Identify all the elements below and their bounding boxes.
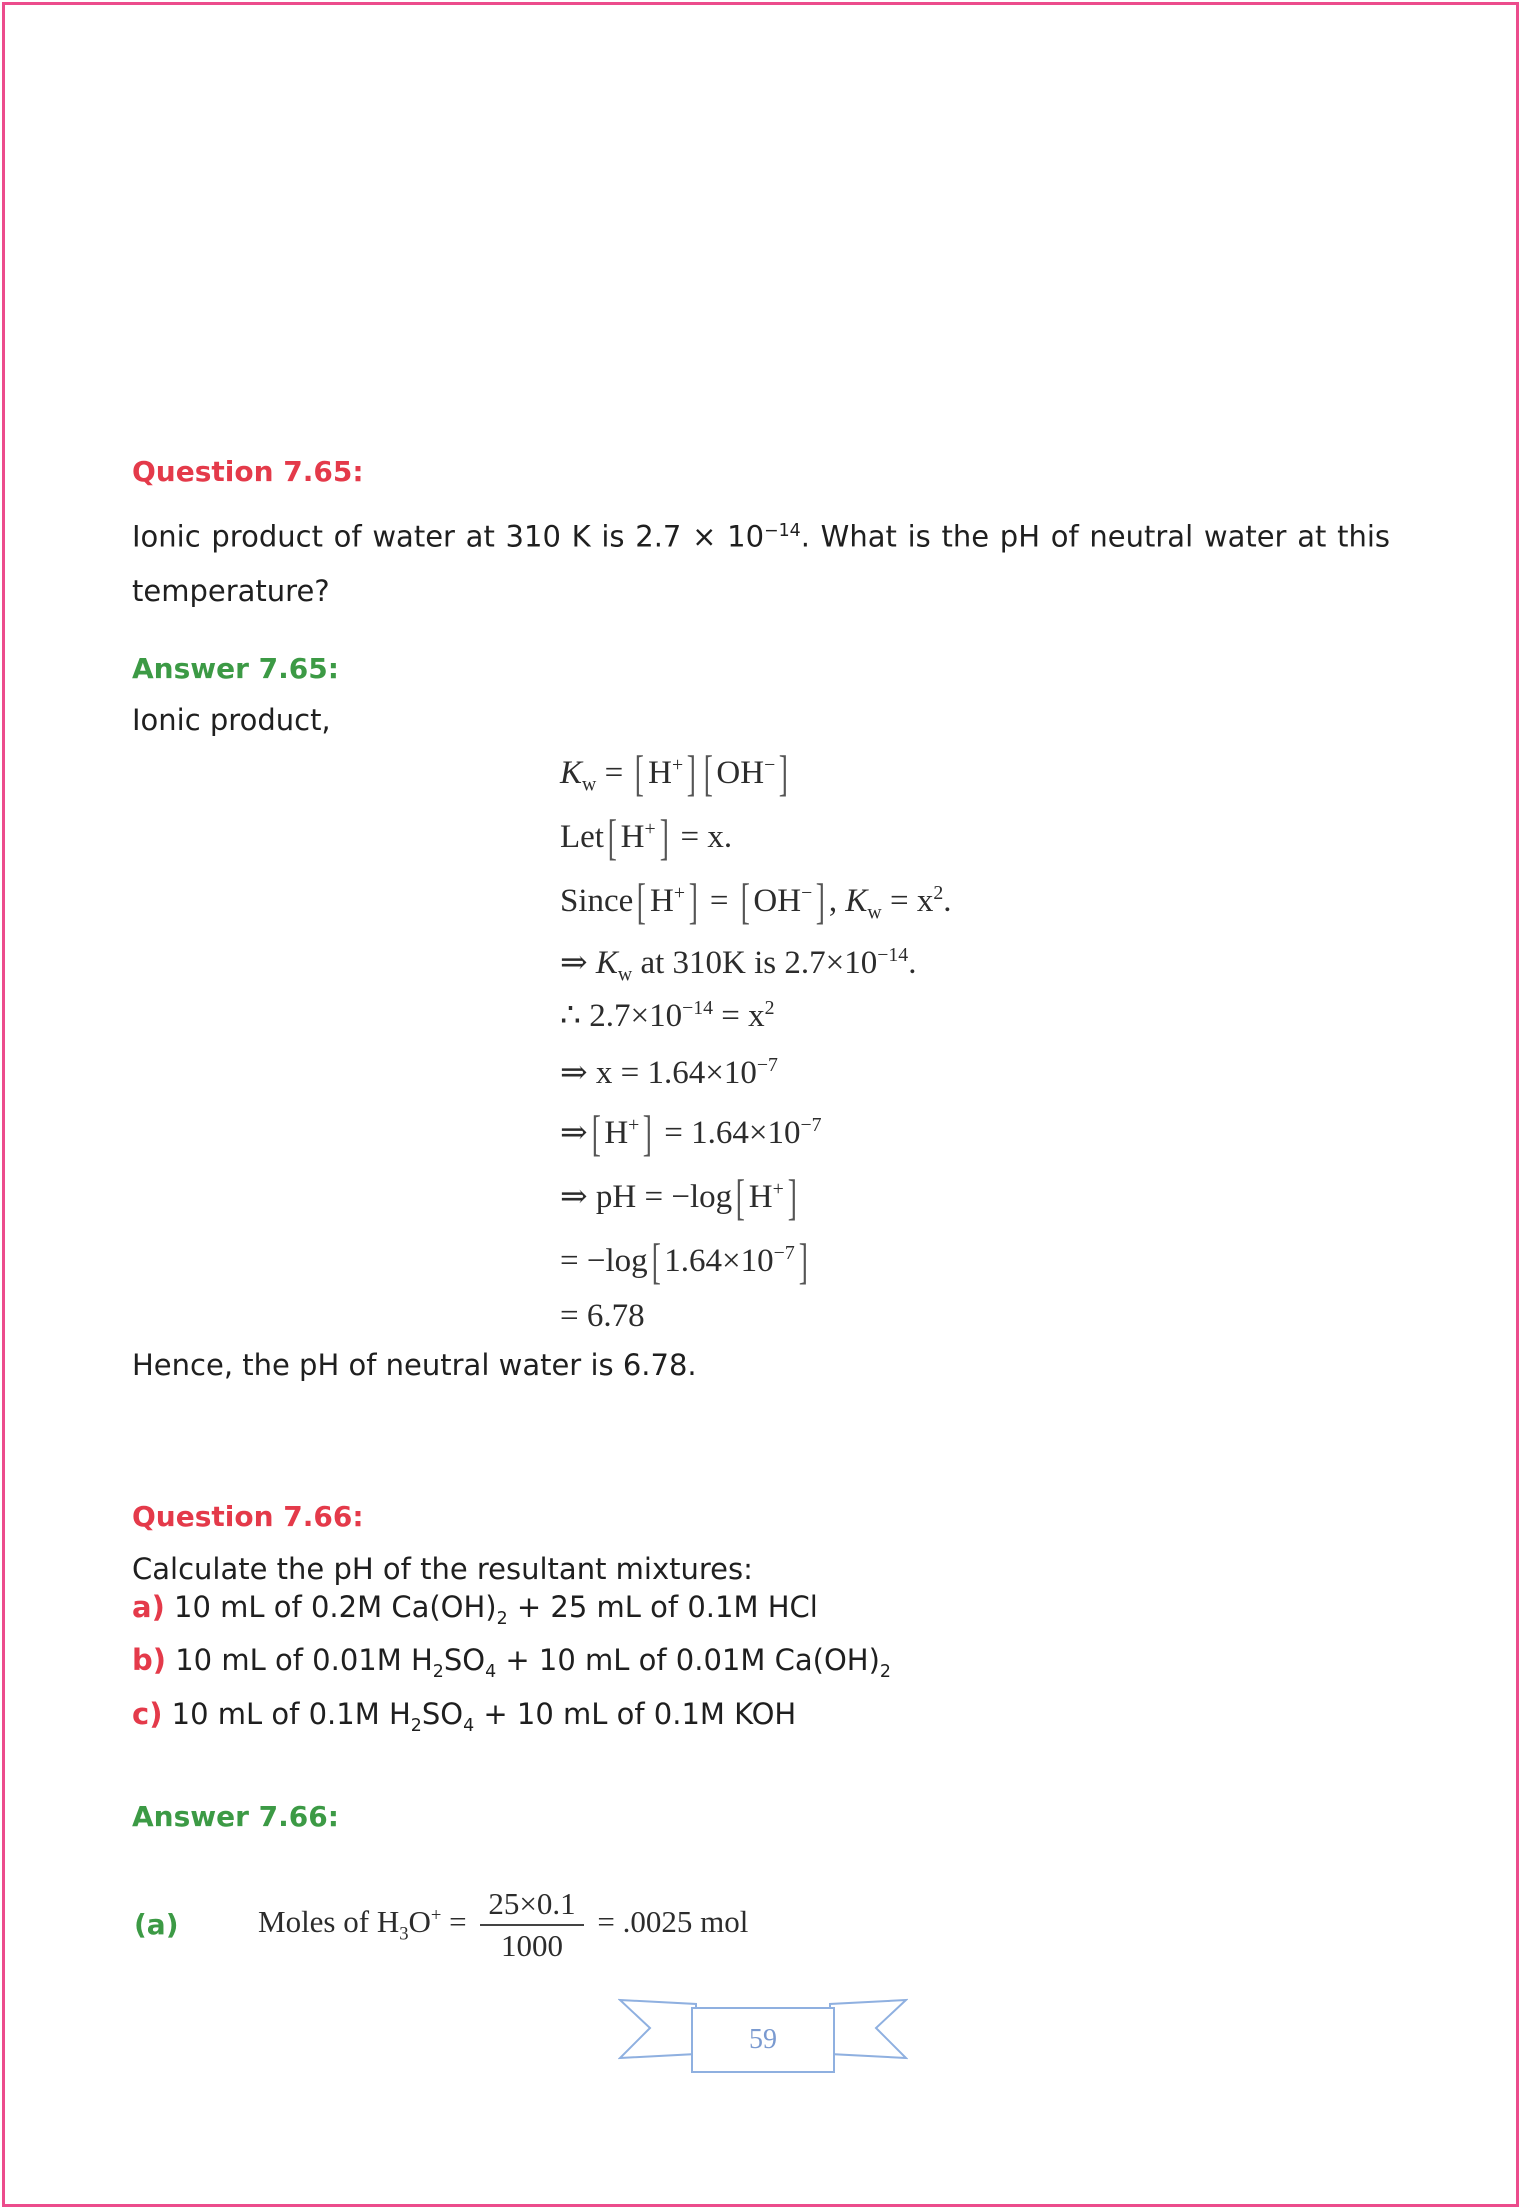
math-sup: + bbox=[673, 882, 685, 904]
math-text: H bbox=[648, 755, 672, 791]
math-text: ⇒ pH = −log bbox=[560, 1179, 733, 1215]
math-text: = bbox=[596, 755, 632, 791]
math-text: Since bbox=[560, 883, 634, 919]
item-sub: 2 bbox=[496, 1608, 508, 1629]
math-text: = x bbox=[881, 883, 934, 919]
item-sub: 2 bbox=[432, 1661, 444, 1682]
fraction-numerator: 25×0.1 bbox=[480, 1886, 583, 1926]
math-line-3: Since[ H+] = [ OH−] , $K_w = x^2$. bbox=[560, 873, 952, 929]
math-text: OH bbox=[716, 755, 765, 791]
item-text: SO bbox=[443, 1643, 486, 1677]
math-line-1: $K_w$ = [ H+] [ OH−] bbox=[560, 745, 789, 801]
math-line-2: Let[ H+] = x. bbox=[560, 809, 733, 865]
math-line-9: = −log[ $1.64\times 10^{-7}$] bbox=[560, 1233, 808, 1289]
item-sub: 4 bbox=[463, 1715, 475, 1736]
item-text: 10 mL of 0.01M H bbox=[166, 1643, 433, 1677]
math-sub: 3 bbox=[399, 1923, 409, 1945]
answer-7-66-heading: Answer 7.66: bbox=[132, 1800, 339, 1833]
fraction-denominator: 1000 bbox=[501, 1928, 563, 1963]
q65-exponent: −14 bbox=[764, 521, 801, 541]
math-sub: w bbox=[617, 963, 633, 986]
q65-text-part1: Ionic product of water at 310 K is 2.7 × 10 bbox=[132, 519, 765, 554]
question-7-66-intro: Calculate the pH of the resultant mixtures: bbox=[132, 1552, 753, 1586]
answer-7-65-conclusion: Hence, the pH of neutral water is 6.78. bbox=[132, 1348, 697, 1382]
math-text: = x. bbox=[672, 819, 733, 855]
math-text: = bbox=[441, 1904, 475, 1940]
math-k: K bbox=[595, 945, 618, 981]
math-text: . bbox=[908, 945, 917, 981]
math-text: H bbox=[649, 883, 674, 919]
math-sup: + bbox=[772, 1178, 784, 1200]
math-text: = bbox=[701, 883, 737, 919]
math-text: O bbox=[408, 1904, 431, 1940]
math-sup: −7 bbox=[800, 1114, 822, 1136]
fraction bbox=[480, 1886, 583, 1964]
math-text: at 310K is 2.7×10 bbox=[632, 945, 878, 981]
math-sup: + bbox=[628, 1114, 640, 1136]
answer-7-65-intro: Ionic product, bbox=[132, 703, 331, 737]
math-text: OH bbox=[753, 883, 802, 919]
q65-text-part2: . What is the pH of neutral water at this temperature? bbox=[132, 519, 1390, 608]
math-text: Moles of H bbox=[258, 1904, 400, 1940]
math-text: ⇒ bbox=[560, 945, 596, 981]
math-text: H bbox=[620, 819, 645, 855]
math-line-4 bbox=[560, 942, 916, 987]
math-text: . bbox=[943, 883, 952, 919]
math-sup: −14 bbox=[682, 997, 714, 1019]
math-text: 1.64×10 bbox=[664, 1243, 774, 1279]
answer-7-66-part-a-label: (a) bbox=[134, 1908, 179, 1941]
math-text: = 6.78 bbox=[560, 1298, 645, 1334]
math-line-8: ⇒ pH = −log[ H+] bbox=[560, 1169, 797, 1225]
item-text: + 10 mL of 0.01M Ca(OH) bbox=[496, 1643, 880, 1677]
item-text: SO bbox=[421, 1697, 464, 1731]
math-text: , bbox=[828, 883, 846, 919]
question-7-65-heading: Question 7.65: bbox=[132, 455, 364, 488]
math-sup: 2 bbox=[764, 997, 775, 1019]
math-text: = 1.64×10 bbox=[655, 1115, 801, 1151]
math-sup: + bbox=[430, 1904, 442, 1926]
math-line-5 bbox=[560, 995, 775, 1035]
math-line-10 bbox=[560, 1298, 645, 1335]
math-text: H bbox=[748, 1179, 773, 1215]
moles-equation bbox=[258, 1886, 748, 1964]
math-sup: − bbox=[801, 882, 813, 904]
math-text: ⇒ x = 1.64×10 bbox=[560, 1055, 757, 1091]
item-sub: 2 bbox=[410, 1715, 422, 1736]
item-label: a) bbox=[132, 1590, 165, 1624]
page-border bbox=[2, 2, 1519, 2207]
item-sub: 2 bbox=[879, 1661, 891, 1682]
math-sup: + bbox=[644, 818, 656, 840]
math-sup: 2 bbox=[933, 882, 944, 904]
page-number: 59 bbox=[749, 2024, 777, 2055]
item-text: + 10 mL of 0.1M KOH bbox=[474, 1697, 797, 1731]
math-line-6 bbox=[560, 1052, 778, 1092]
math-sup: −7 bbox=[756, 1054, 778, 1076]
math-sup: −7 bbox=[773, 1242, 795, 1264]
math-sup: − bbox=[764, 754, 776, 776]
math-text: = −log bbox=[560, 1243, 648, 1279]
math-sup: −14 bbox=[877, 944, 909, 966]
math-sub: w bbox=[582, 773, 597, 796]
item-text: 10 mL of 0.2M Ca(OH) bbox=[164, 1590, 497, 1624]
question-7-66-item-c bbox=[132, 1697, 796, 1736]
math-text: H bbox=[604, 1115, 629, 1151]
math-text: ⇒ bbox=[560, 1115, 588, 1151]
math-sup: + bbox=[671, 754, 684, 776]
question-7-66-heading: Question 7.66: bbox=[132, 1500, 364, 1533]
math-text: = .0025 mol bbox=[589, 1904, 749, 1940]
math-text: Let bbox=[560, 819, 604, 855]
question-7-66-item-a bbox=[132, 1590, 818, 1629]
item-label: c) bbox=[132, 1697, 163, 1731]
math-text: ∴ 2.7×10 bbox=[560, 998, 683, 1034]
math-sub: w bbox=[867, 901, 882, 924]
math-line-7: ⇒[ $H^+] = 1.64\times 10^{-7}$ bbox=[560, 1105, 822, 1161]
math-k: K bbox=[560, 755, 583, 791]
answer-7-65-heading: Answer 7.65: bbox=[132, 652, 339, 685]
question-7-65-text bbox=[132, 504, 1390, 618]
item-text: + 25 mL of 0.1M HCl bbox=[507, 1590, 818, 1624]
item-label: b) bbox=[132, 1643, 167, 1677]
item-text: 10 mL of 0.1M H bbox=[162, 1697, 411, 1731]
item-sub: 4 bbox=[485, 1661, 497, 1682]
math-text: = x bbox=[713, 998, 765, 1034]
question-7-66-item-b bbox=[132, 1643, 891, 1682]
math-k: K bbox=[845, 883, 868, 919]
